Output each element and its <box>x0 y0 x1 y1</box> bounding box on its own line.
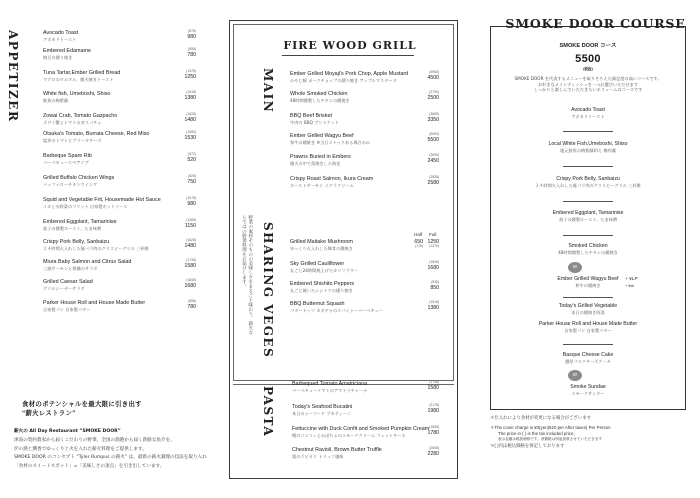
tax-note-jp: 表示金額は税抜価格です。消費税は別途加算させていただきます <box>498 437 602 441</box>
dish-price-value: 1480 <box>184 242 196 249</box>
dish-name-jp: バーベキュートマトのアマトリチャーナ <box>292 387 368 393</box>
dish-price-value: 1680 <box>427 264 439 271</box>
dish-price-taxin: (825) <box>188 174 196 178</box>
dish-name-en: Ember Grilled Wagyu Beef <box>290 133 354 139</box>
course-dish-eggplant <box>495 210 681 222</box>
sharing-item <box>290 301 439 313</box>
dish-price <box>187 300 196 310</box>
dish-price-taxin: (858) <box>188 47 196 51</box>
course-title: SMOKE DOOR COURSE <box>505 16 686 31</box>
dish-name-jp: 48時間燻製したチキンの燻焼き <box>290 97 350 103</box>
dish-price <box>427 404 439 414</box>
dish-price <box>427 91 439 101</box>
dish-price-value: 780 <box>187 51 196 58</box>
dish-price <box>427 261 439 271</box>
appetizer-item <box>43 91 196 103</box>
dish-name-en: Prawns Buried in Embers <box>290 154 351 160</box>
dish-name-jp: マグロのタルタル、燻火焼きトースト <box>43 76 114 82</box>
course-desc-line: SMOKE DOOR を代表するメニューを取りそろえた満足度の高いコースです。 <box>514 76 662 81</box>
course-divider <box>563 344 613 345</box>
dish-price <box>427 301 439 311</box>
course-divider <box>563 297 613 298</box>
dish-name-jp: ２４時間火入れした豚バラ肉のクリスピーグリル 三杯酢 <box>43 245 149 251</box>
dish-name-en: Embered Shishito Peppers <box>290 281 355 287</box>
appetizer-item <box>43 279 196 291</box>
dish-name-jp: ローストサーモン イクラクリーム <box>290 182 354 188</box>
appetizer-item <box>43 113 196 125</box>
dish-price <box>427 71 439 81</box>
dish-price <box>187 48 196 58</box>
concept-body <box>14 428 222 472</box>
appetizer-item <box>43 175 196 187</box>
dish-price-taxin: (1518) <box>429 300 439 304</box>
dish-price-taxin: (1628) <box>186 112 196 116</box>
dish-price-value: 3350 <box>427 116 439 123</box>
dish-price-taxin: (2750) <box>429 90 439 94</box>
dish-price-taxin: (2695) <box>429 153 439 157</box>
course-dish-jp: 地元鮮魚の梅紫蘇和え 梅肉醤 <box>560 147 616 153</box>
course-dish-jp: 茄子の燻製ロースト、たま味噌 <box>558 216 618 222</box>
course-dish-whitefish <box>495 141 681 153</box>
course-dish-wagyu <box>495 276 681 288</box>
dish-price <box>187 30 196 40</box>
dish-price-taxin: (1958) <box>429 425 439 429</box>
dish-price <box>187 153 196 163</box>
dish-name-jp: みやじ豚 ポークチョップの燻り焼き アップルマスタード <box>290 77 397 83</box>
dish-price-taxin: (1683) <box>186 130 196 134</box>
dish-name-jp: 丸ごと24時間焼上げたカリフラワー <box>290 267 359 273</box>
dish-price-taxin: (572) <box>188 152 196 156</box>
dish-price-taxin: (1738) <box>429 380 439 384</box>
dish-name-en: Barbequed Tomato Amatriciana <box>292 381 368 387</box>
dish-name-jp: イカと水野菜のフリット 自家製ホットソース <box>43 203 128 209</box>
dish-name-jp: 栗のラビオリ トリュフ風味 <box>292 453 344 459</box>
dish-price-taxin: (935) <box>431 280 439 284</box>
dish-name-jp: 鮮魚の梅紫蘇 <box>43 97 69 103</box>
dish-name-en: Otsuka's Tomato, Burrata Cheese, Red Miso <box>43 131 150 137</box>
concept-body-line: 「食材のスイートスポット」=「美味しさの頂点」を引き出しています。 <box>14 464 165 470</box>
dish-price-value: 2500 <box>427 94 439 101</box>
dish-name-jp: 和牛の燻焼き ※当日ストックある場合のみ <box>290 139 371 145</box>
course-dish-jp: スモークサンデー <box>571 390 605 396</box>
appetizer-item <box>43 219 196 231</box>
dish-name-en: Crispy Pork Belly, Sanbaizu <box>43 239 110 245</box>
dish-price-taxin: (1628) <box>186 238 196 242</box>
full-price-taxin: (1375) <box>429 244 439 249</box>
dish-name-jp: 本日のシーフード ブカティーニ <box>292 410 352 416</box>
dish-price-value: 1530 <box>184 134 196 141</box>
main-item <box>290 113 439 125</box>
concept-headline-line2: “薪火レストラン” <box>22 410 76 417</box>
dish-price-value: 5500 <box>427 136 439 143</box>
dish-price <box>184 239 196 249</box>
dish-price-taxin: (2508) <box>429 446 439 450</box>
dish-price-taxin: (858) <box>188 299 196 303</box>
sharing-veges-heading: SHARING VEGES <box>261 222 275 359</box>
dish-price-taxin: (1518) <box>186 90 196 94</box>
dish-name-jp: 燻火の中で蒸焼きした海老 <box>290 160 341 166</box>
dish-price-value: 1380 <box>184 94 196 101</box>
dish-name-en: Grilled Buffalo Chicken Wings <box>43 175 115 181</box>
dish-name-en: Grilled Caesar Salad <box>43 279 93 285</box>
course-note-ingredients: ＊仕入れにより食材が変更になる場合がございます <box>490 415 591 420</box>
course-dish-jp: 本日の燻焼き野菜 <box>571 309 605 315</box>
dish-price <box>184 91 196 101</box>
dish-price <box>186 197 196 207</box>
pasta-item <box>292 381 439 393</box>
dish-price-value: 4500 <box>427 74 439 81</box>
main-item <box>290 71 439 83</box>
course-dish-en: Ember Grilled Wagyu Beef <box>557 276 619 282</box>
course-dish-jp: 48時間燻製したチキンの燻焼き <box>558 249 618 255</box>
dish-name-en: Embered Edamame <box>43 48 91 54</box>
dish-name-en: Crispy Roast Salmon, Ikura Cream <box>290 176 374 182</box>
dish-price-taxin: (878) <box>188 29 196 33</box>
dish-price-taxin: (1848) <box>429 260 439 264</box>
dish-price-taxin: (1738) <box>186 258 196 262</box>
course-dish-avocado <box>495 107 681 119</box>
firewood-title-underline <box>282 55 414 56</box>
dish-price-taxin: (1078) <box>186 196 196 200</box>
dish-name-en: Sky Grilled Cauliflower <box>290 261 345 267</box>
course-dish-en: Local White Fish,Umeboshi, Shiso <box>548 141 628 147</box>
appetizer-item <box>43 48 196 60</box>
appetizer-item <box>43 153 196 165</box>
dish-name-en: Grilled Maitake Mushroom <box>290 239 353 245</box>
dish-price-taxin: (4950) <box>429 70 439 74</box>
dish-name-jp: バターナッツ カボチャのスパイシーバーベキュー <box>290 307 384 313</box>
half-price-taxin: (715) <box>415 244 423 249</box>
dish-price-value: 850 <box>430 284 439 291</box>
dish-price <box>427 133 439 143</box>
dish-price-value: 1150 <box>184 222 196 229</box>
dish-name-jp: 茄子の燻製ロースト、たま味噌 <box>43 225 102 231</box>
dish-price <box>427 381 439 391</box>
dish-price-taxin: (1375) <box>186 69 196 73</box>
dish-name-en: Miura Baby Salmon and Citrus Salad <box>43 259 132 265</box>
dish-price-taxin: (2838) <box>429 175 439 179</box>
full-price-value: 1250 <box>427 239 439 245</box>
dish-price-value: 1780 <box>427 429 439 436</box>
or-badge: or <box>568 262 582 273</box>
pasta-item <box>292 404 439 416</box>
dish-price-value: 1680 <box>184 282 196 289</box>
concept-body-line: 津南の契約農家から届くこだわりの野菜、全国の漁港から届く新鮮な魚介を、 <box>14 437 175 443</box>
concept-headline-line1: 食材のポテンシャルを最大限に引き出す <box>22 401 142 408</box>
course-desc-line: しっかりと楽しんでいただきたいボリュームのコースです <box>533 87 643 93</box>
dish-name-en: Tuna Tartar,Ember Grilled Bread <box>43 70 121 76</box>
course-dish-vegetable <box>495 303 681 315</box>
dish-price <box>427 154 439 164</box>
dish-price-value: 1380 <box>427 304 439 311</box>
dish-name-en: Avocado Toast <box>43 30 79 36</box>
course-dish-smokedchicken <box>495 243 681 255</box>
course-desc-line: お好きなメインディッシュを一つお選びいただけます <box>538 81 638 87</box>
firewood-title: FIRE WOOD GRILL <box>283 39 417 52</box>
sharing-item <box>290 261 439 273</box>
concept-body-line: SMOKE DOOR のコンセプト “Tyler Rumpus の薪火” は、最新の薪火調理の技法を取り入れ <box>14 455 207 461</box>
course-description <box>495 76 681 93</box>
dish-name-jp: バーベキュースペアリブ <box>43 159 89 165</box>
course-divider <box>563 166 613 167</box>
appetizer-item <box>43 197 196 209</box>
course-dish-jp: 自家製パン 自家製バター <box>564 327 612 333</box>
dish-name-en: Parker House Roll and House Made Butter <box>43 300 146 306</box>
concept-headline <box>22 400 142 418</box>
appetizer-heading: APPETIZER <box>6 30 20 123</box>
dish-name-en: Squid and Vegetable Frit, Housemade Hot Sauce <box>43 197 161 203</box>
course-dish-en: Embered Eggplant, Tamarinise <box>552 210 624 216</box>
half-price <box>414 239 423 249</box>
dish-price <box>184 259 196 269</box>
main-heading: MAIN <box>261 68 275 114</box>
course-divider <box>563 131 613 132</box>
dish-name-jp: 三浦サーモンと柑橘のサラダ <box>43 265 98 271</box>
dish-price-value: 1980 <box>427 407 439 414</box>
wagyu-surcharge-sub: + ¥xk <box>625 284 635 288</box>
dish-name-jp: アボカドトースト <box>43 36 77 42</box>
dish-price-value: 2280 <box>427 450 439 457</box>
course-dish-jp: 濃厚バスクチーズケーキ <box>565 358 611 364</box>
or-badge: or <box>568 370 582 381</box>
course-dish-en: Avocado Toast <box>571 107 605 113</box>
dish-name-jp: 牛肉の BBQ ブリスケット <box>290 119 339 125</box>
dish-price-taxin: (1848) <box>186 278 196 282</box>
dish-price-taxin: (3685) <box>429 112 439 116</box>
main-item <box>290 133 439 145</box>
appetizer-item <box>43 131 196 143</box>
tax-note-en: The price in ( ) is the tax included price。 <box>498 431 578 436</box>
course-dish-sundae <box>495 384 681 396</box>
dish-name-en: Embered Eggplant, Tamarinise <box>43 219 117 225</box>
course-dish-en: Parker House Roll and House Made Butter <box>538 321 638 327</box>
dish-price-taxin: (2178) <box>429 403 439 407</box>
course-subtitle: SMOKE DOOR コース <box>559 43 617 49</box>
dish-price <box>185 219 196 229</box>
dish-price <box>427 426 439 436</box>
dish-price <box>187 175 196 185</box>
dish-name-jp: バッファローチキンウイング <box>43 181 98 187</box>
dish-price <box>427 176 439 186</box>
dish-price-value: 1250 <box>184 73 196 80</box>
dish-name-jp: グリルシーザーサラダ <box>43 285 85 291</box>
dish-price <box>427 447 439 457</box>
wagyu-surcharge: + ¥LP <box>625 277 638 282</box>
cover-charge-note: ＊The cover charge is ¥0(yen)520 per After taxes) Per Person <box>490 425 611 430</box>
full-header: Full <box>429 232 437 237</box>
dish-price-value: 1580 <box>184 262 196 269</box>
dish-name-jp: 自家製パン 自家製バター <box>43 306 91 312</box>
dish-price-value: 2450 <box>427 157 439 164</box>
dish-price-value: 780 <box>187 303 196 310</box>
course-price-unit: (税抜) <box>583 67 593 71</box>
dish-price <box>427 113 439 123</box>
dish-price <box>184 131 196 141</box>
dish-name-en: Today's Seafood Bucatini <box>292 404 353 410</box>
dish-price-value: 980 <box>187 33 196 40</box>
dish-price <box>184 279 196 289</box>
appetizer-item <box>43 300 196 312</box>
dish-price <box>184 113 196 123</box>
dish-price-value: 750 <box>187 178 196 185</box>
dish-price-value: 1580 <box>427 384 439 391</box>
concept-body-line: 炉の熱と燻香でゆっくりと火を入れた薪火料理をご提供します。 <box>14 446 147 452</box>
dish-name-en: Chestnut Ravioli, Brown Butter Truffle <box>292 447 382 453</box>
course-dish-en: Basque Cheese Cake <box>562 352 614 358</box>
pasta-item <box>292 426 439 438</box>
half-price-value: 650 <box>414 239 423 245</box>
dish-name-jp: 鴨のコンフィとかぼちゃのスモーククリーム フェットチーネ <box>292 432 406 438</box>
dish-price <box>184 70 196 80</box>
sharing-item <box>290 239 439 251</box>
full-price <box>427 239 439 249</box>
course-dish-cheesecake <box>495 352 681 364</box>
dish-price <box>430 281 439 291</box>
course-dish-en: Smoke Sundae <box>570 384 606 390</box>
course-dish-en: Smoked Chicken <box>568 243 608 249</box>
main-item <box>290 154 439 166</box>
appetizer-item <box>43 30 196 42</box>
course-dish-jp: ２４時間火入れした豚バラ肉のクリスピーグリル 三杯酢 <box>535 182 641 188</box>
dish-name-jp: ズワイ蟹とトマトのガスパチョ <box>43 119 102 125</box>
dish-name-jp: ゆっくり火入れした舞茸の燻焼き <box>290 245 353 251</box>
dish-name-en: Zowai Crab, Tomato Gazpacho <box>43 113 118 119</box>
dish-name-jp: 丸ごと焼いたシシトウの燻り焼き <box>290 287 353 293</box>
course-divider <box>563 201 613 202</box>
appetizer-item <box>43 259 196 271</box>
course-divider <box>563 235 613 236</box>
dish-name-en: Fettuccine with Duck Confit and Smoked Pumpkin Cream <box>292 426 430 432</box>
pasta-heading: PASTA <box>261 386 275 438</box>
dish-name-en: BBQ Beef Brisket <box>290 113 332 119</box>
appetizer-item <box>43 70 196 82</box>
course-dish-en: Today's Grilled Vegetable <box>558 303 618 309</box>
main-item <box>290 91 439 103</box>
dish-price-taxin: (6050) <box>429 132 439 136</box>
course-dish-jp: アボカドトースト <box>571 113 605 119</box>
concept-lead: 薪火の All Day Restaurant “SMOKE DOOR” <box>14 429 121 434</box>
tax-included-note: ＊( )内は税込価格を併記しております <box>490 443 565 448</box>
dish-name-en: White fish, Umeboshi, Shiso <box>43 91 111 97</box>
pasta-item <box>292 447 439 459</box>
sharing-veges-note: 野菜の素材そのものの美味しさをまるごと味わう、薪火ならではの野菜料理をお届けします。 <box>241 215 253 335</box>
dish-price-value: 2580 <box>427 179 439 186</box>
half-header: Half <box>414 232 423 237</box>
dish-price-taxin: (1265) <box>186 218 196 222</box>
dish-price-value: 1480 <box>184 116 196 123</box>
main-item <box>290 176 439 188</box>
course-dish-porkbelly <box>495 176 681 188</box>
dish-name-jp: 塩芽のトマトとブラータチーズ <box>43 137 102 143</box>
dish-price-value: 980 <box>187 200 196 207</box>
dish-name-jp: 焼豆の燻り焼き <box>43 54 73 60</box>
dish-price-value: 520 <box>187 156 196 163</box>
dish-name-en: Barbeque Spare Rib <box>43 153 92 159</box>
dish-name-en: Ember Grilled Moyaji's Pork Chop, Apple Mustard <box>290 71 409 77</box>
course-price: 5500 <box>575 53 601 65</box>
appetizer-item <box>43 239 196 251</box>
course-dish-en: Crispy Pork Belly, Sanbaizu <box>556 176 620 182</box>
course-dish-jp: 和牛の燻焼き <box>575 282 601 288</box>
dish-name-en: BBQ Butternut Squash <box>290 301 345 307</box>
dish-name-en: Whole Smoked Chicken <box>290 91 348 97</box>
sharing-item <box>290 281 439 293</box>
course-dish-parkerhouse <box>495 321 681 333</box>
